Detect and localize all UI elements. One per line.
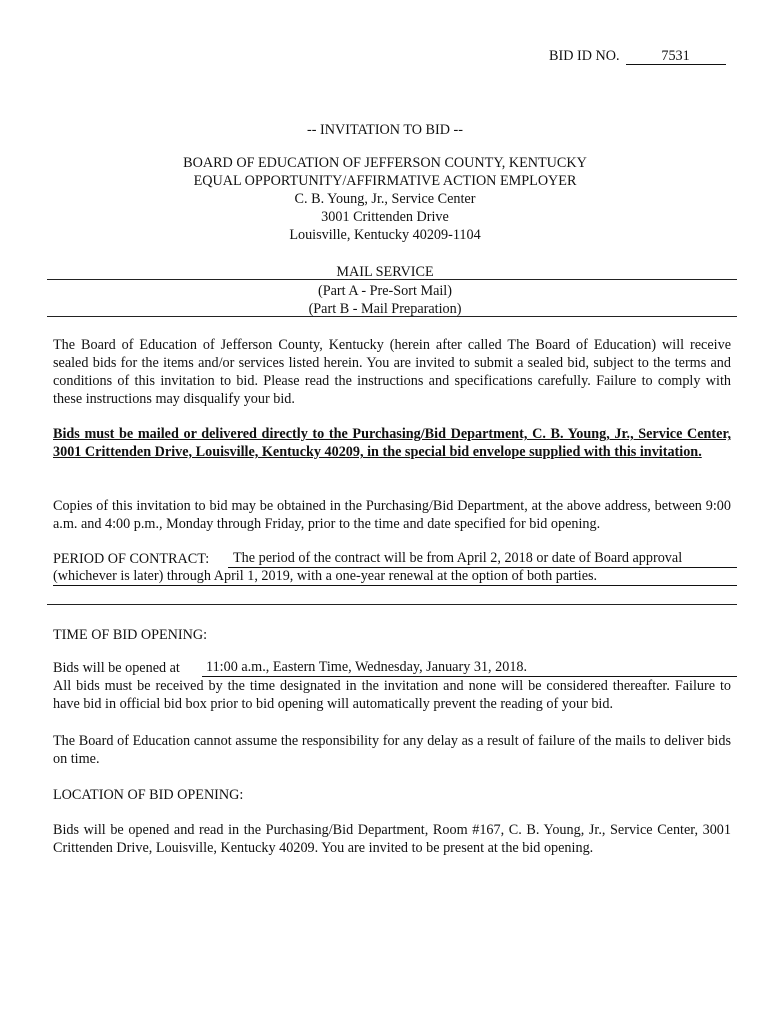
organization-block [0,154,770,244]
org-line-city: Louisville, Kentucky 40209-1104 [289,227,481,243]
received-paragraph: All bids must be received by the time designated in the invitation and none will be considered thereafter. Failure to have bid in official bid box prior to bid opening will automatically prevent the reading of your bid. [53,678,731,712]
service-title: MAIL SERVICE [336,264,434,280]
bid-id-number: 7531 [626,48,726,65]
bid-id-field [549,47,726,65]
period-value-line1: The period of the contract will be from April 2, 2018 or date of Board approval [228,550,737,568]
divider [47,316,737,317]
mail-instructions-paragraph: Bids must be mailed or delivered directly to the Purchasing/Bid Department, C. B. Young, Jr., Service Center, 3001 Crittenden Drive, Louisville, Kentucky 40209, in the special bid envelope supplied with this invitation. [53,426,731,460]
service-parts [0,282,770,318]
org-line-street: 3001 Crittenden Drive [321,209,449,225]
period-value-line2: (whichever is later) through April 1, 2019, with a one-year renewal at the option of both parties. [53,568,737,586]
bid-opening-value: 11:00 a.m., Eastern Time, Wednesday, January 31, 2018. [202,659,737,677]
bid-opening-time [53,659,737,677]
divider [47,604,737,605]
bid-opening-label: Bids will be opened at [53,660,180,676]
time-of-bid-opening-heading: TIME OF BID OPENING: [53,627,208,643]
delay-paragraph: The Board of Education cannot assume the responsibility for any delay as a result of failure of the mails to deliver bids on time. [53,733,731,767]
org-line-center: C. B. Young, Jr., Service Center [294,191,476,207]
service-part-b: (Part B - Mail Preparation) [308,301,462,317]
invitation-title: -- INVITATION TO BID -- [307,122,463,138]
intro-paragraph: The Board of Education of Jefferson County, Kentucky (herein after called The Board of Education) will receive sealed bids for the items and/or services listed herein. You are invited to submit a sealed bid, subject to the terms and conditions of this invitation to bid. Please read the instructions and specifications carefully. Failure to comply with these instructions may disqualify your bid. [53,337,731,407]
location-of-bid-opening-heading: LOCATION OF BID OPENING: [53,787,244,803]
divider [47,279,737,280]
location-paragraph: Bids will be opened and read in the Purchasing/Bid Department, Room #167, C. B. Young, Jr., Service Center, 3001 Crittenden Drive, Louisville, Kentucky 40209. You are invited to be present at the bid opening. [53,822,731,856]
service-part-a: (Part A - Pre-Sort Mail) [318,283,452,299]
org-line-employer: EQUAL OPPORTUNITY/AFFIRMATIVE ACTION EMPLOYER [193,173,577,189]
bid-id-label: BID ID NO. [549,48,620,64]
org-line-name: BOARD OF EDUCATION OF JEFFERSON COUNTY, KENTUCKY [183,155,587,171]
period-label: PERIOD OF CONTRACT: [53,551,210,567]
copies-paragraph: Copies of this invitation to bid may be obtained in the Purchasing/Bid Department, at the above address, between 9:00 a.m. and 4:00 p.m., Monday through Friday, prior to the time and date specified for bid opening. [53,498,731,532]
period-of-contract [53,550,737,586]
